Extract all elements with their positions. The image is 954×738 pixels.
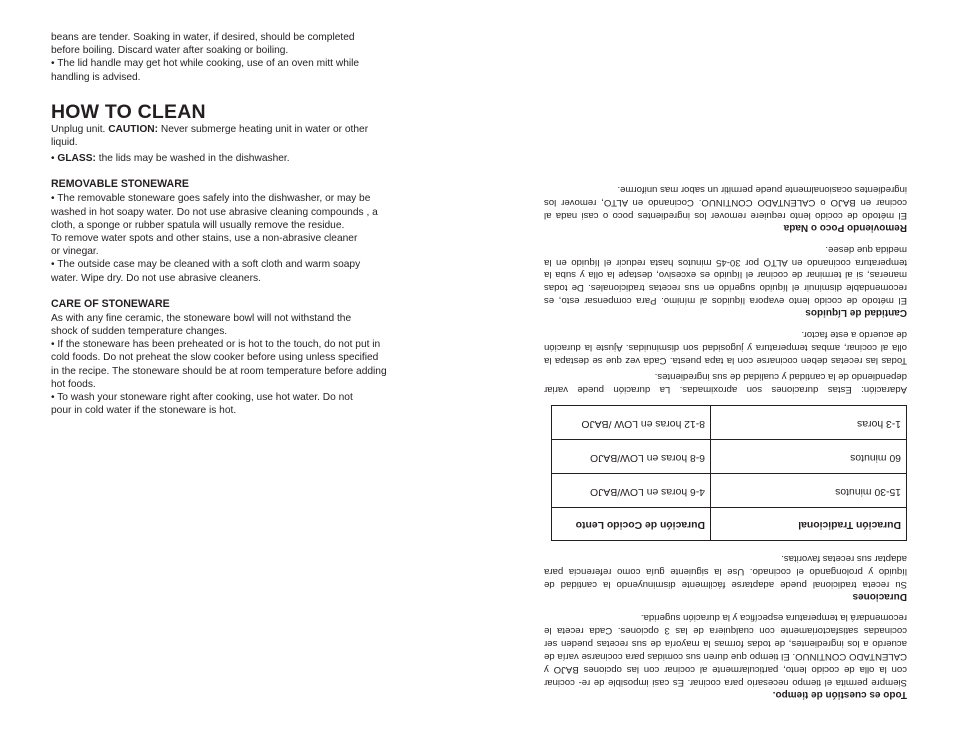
adaracion-paragraph: Adaración: Estas duraciones son aproximadas. La duración puede variar dependiendo de la cantidad y cualidad de sus ingredientes. bbox=[544, 370, 907, 395]
removable-stoneware-heading: REMOVABLE STONEWARE bbox=[51, 178, 189, 191]
removable-line: water. Wipe dry. Do not use abrasive cleaners. bbox=[51, 272, 261, 284]
slow-cook-cell: 6-8 horas en LOW/BAJO bbox=[552, 439, 711, 473]
table-row bbox=[552, 405, 907, 439]
removable-line: To remove water spots and other stains, use a non-abrasive cleaner bbox=[51, 233, 358, 245]
intro-line: before boiling. Discard water after soaking or boiling. bbox=[51, 45, 289, 57]
table-row bbox=[552, 473, 907, 507]
caution-text: Never submerge heating unit in water or other bbox=[158, 123, 369, 135]
tapa-paragraph: Todas las recetas deben cocinarse con la tapa puesta. Cada vez que se destapa la olla al cocinar, ambas temperatura y jugosidad son disminuidas. Ajuste la duración de acuerdo a este factor. bbox=[544, 329, 907, 367]
caution-label: CAUTION: bbox=[108, 123, 159, 135]
slow-cook-cell: 4-6 horas en LOW/BAJO bbox=[552, 473, 711, 507]
slow-cook-cell: 8-12 horas en LOW /BAJO bbox=[552, 405, 711, 439]
tiempo-paragraph: Siempre permita el tiempo necesario para cocinar. Es casi imposible de re- cocinar con la olla de cocido lento, particularmente al cocinar con las opciones BAJO y CALENTADO CONTINUO. El tiempo que duren sus comidas para cocinarse varía de acuerdo a los ingredientes, de todas formas la mayoría de sus recetas pueden ser cocinadas satisfactoriamente con cualquiera de las 3 opciones. Cada receta le recomendará la temperatura específica y la duración sugerida. bbox=[544, 612, 907, 688]
spanish-column-upside-down bbox=[544, 81, 907, 701]
duraciones-paragraph: Su receta tradicional puede adaptarse fácilmente disminuyendo la cantidad de líquido y prolongando el cocinado. Use la siguiente guía como referencia para adaptar sus recetas favoritas. bbox=[544, 552, 907, 590]
care-line: in the recipe. The stoneware should be at room temperature before adding bbox=[51, 365, 387, 377]
glass-line bbox=[51, 152, 411, 165]
how-to-clean-title: HOW TO CLEAN bbox=[51, 100, 206, 123]
care-line: • If the stoneware has been preheated or is hot to the touch, do not put in bbox=[51, 339, 381, 351]
traditional-cell: 60 minutos bbox=[711, 439, 907, 473]
removable-line: washed in hot soapy water. Do not use abrasive cleaning compounds , a bbox=[51, 206, 378, 218]
caution-line bbox=[51, 123, 411, 136]
intro-line: beans are tender. Soaking in water, if desired, should be completed bbox=[51, 32, 355, 43]
care-line: hot foods. bbox=[51, 378, 96, 390]
care-line: • To wash your stoneware right after cooking, use hot water. Do not bbox=[51, 392, 353, 404]
duraciones-heading: Duraciones bbox=[852, 590, 907, 602]
english-column bbox=[51, 31, 411, 417]
caution-continuation: liquid. bbox=[51, 137, 78, 149]
care-line: cold foods. Do not preheat the slow cooker before using unless specified bbox=[51, 352, 379, 364]
liquidos-heading: Cantidad de Líquidos bbox=[805, 307, 907, 319]
removiendo-paragraph: El método de cocido lento requiere remover los ingredientes poco o casi nada al cocinar en BAJO o CALENTADO CONTINUO. Cocinando en ALTO, remover los ingredientes ocasionalmente puede permitir un sabor mas uniforme. bbox=[544, 183, 907, 221]
glass-text: the lids may be washed in the dishwasher. bbox=[95, 153, 290, 165]
care-line: pour in cold water if the stoneware is hot. bbox=[51, 405, 237, 417]
removable-line: • The outside case may be cleaned with a soft cloth and warm soapy bbox=[51, 259, 361, 271]
glass-bullet: • bbox=[51, 153, 58, 165]
removable-line: or vinegar. bbox=[51, 246, 99, 258]
table-header-row bbox=[552, 507, 907, 540]
duration-table bbox=[551, 405, 907, 541]
removable-line: cloth, a sponge or rubber spatula will usually remove the residue. bbox=[51, 219, 345, 231]
intro-line: • The lid handle may get hot while cooking, use of an oven mitt while bbox=[51, 58, 360, 70]
care-of-stoneware-heading: CARE OF STONEWARE bbox=[51, 297, 170, 310]
header-traditional: Duración Tradicional bbox=[711, 507, 907, 540]
header-slow-cook: Duración de Cocido Lento bbox=[552, 507, 711, 540]
glass-label: GLASS: bbox=[57, 153, 96, 165]
unplug-text: Unplug unit. bbox=[51, 123, 109, 135]
traditional-cell: 15-30 minutos bbox=[711, 473, 907, 507]
tiempo-heading: Todo es cuestión de tiempo. bbox=[772, 689, 907, 700]
traditional-cell: 1-3 horas bbox=[711, 405, 907, 439]
removiendo-heading: Removiendo Poco o Nada bbox=[783, 221, 907, 233]
care-line: shock of sudden temperature changes. bbox=[51, 326, 228, 338]
table-row bbox=[552, 439, 907, 473]
liquidos-paragraph: El método de cocido lento evapora líquidos al mínimo. Para compensar esto, es recomendable disminuir el líquido sugerido en sus recetas tradicionales. De todas maneras, si al terminar de cocinar el líquido es excesivo, destape la olla y suba la temperatura cocinando en ALTO por 30-45 minutos hasta reducir el líquido en la medida que desee. bbox=[544, 243, 907, 307]
care-line: As with any fine ceramic, the stoneware bowl will not withstand the bbox=[51, 312, 352, 324]
removable-line: • The removable stoneware goes safely into the dishwasher, or may be bbox=[51, 193, 371, 205]
intro-line: handling is advised. bbox=[51, 71, 141, 83]
